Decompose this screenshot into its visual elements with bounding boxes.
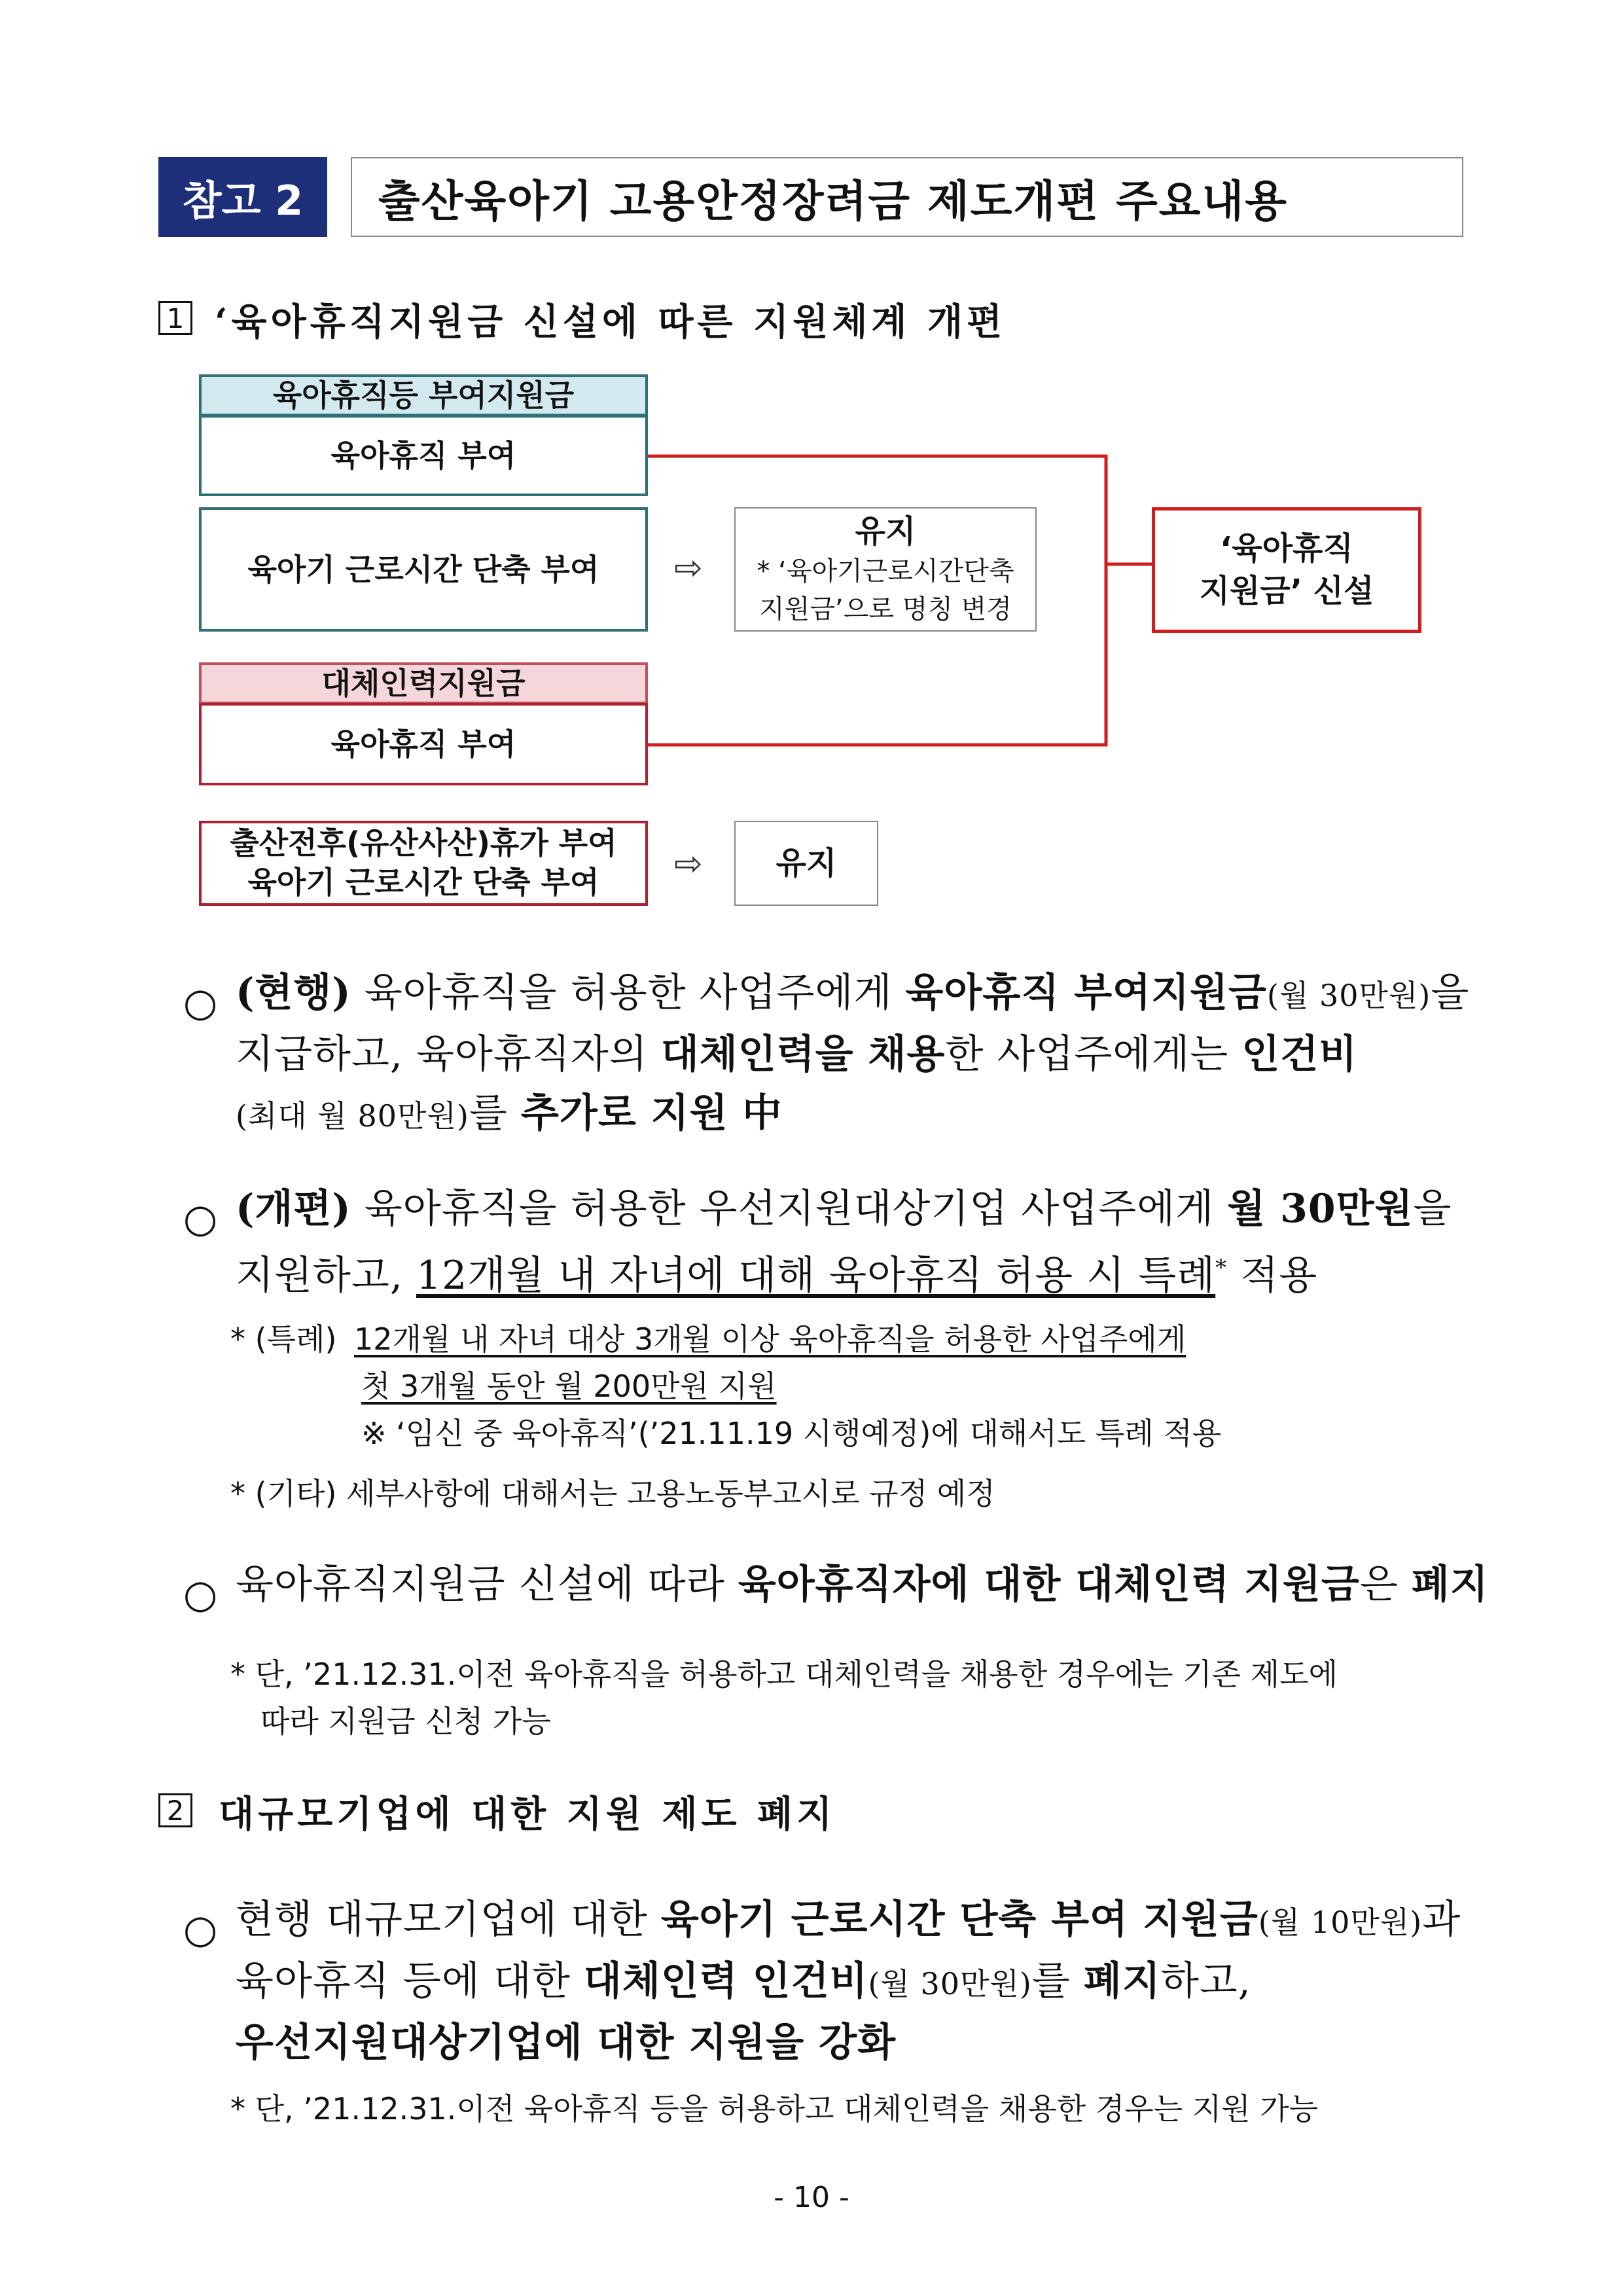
emphasis: 육아휴직 부여지원금: [905, 970, 1268, 1016]
note-label: * (특례): [230, 1321, 337, 1357]
text: 현행 대규모기업에 대한: [236, 1897, 661, 1943]
text: 육아휴직을 허용한 우선지원대상기업 사업주에게: [351, 1186, 1228, 1232]
reference-badge: 참고 2: [158, 157, 327, 237]
amount: (최대 월 80만원): [236, 1098, 469, 1134]
group1-item-reduced-hours: 육아기 근로시간 단축 부여: [199, 507, 648, 632]
footnote-mark: *: [1215, 1255, 1228, 1281]
keep-title-1: 유지: [855, 512, 916, 550]
special-case-note-line3: ※ ‘임신 중 육아휴직’(’21.11.19 시행예정)에 대해서도 특례 적용: [361, 1416, 1222, 1451]
amount: (월 30만원): [1267, 978, 1431, 1013]
group1-header: 육아휴직등 부여지원금: [199, 374, 648, 416]
note-text: 첫 3개월 동안 월 200만원 지원: [361, 1369, 777, 1404]
text: 을: [1431, 970, 1470, 1016]
emphasis: 인건비: [1241, 1031, 1358, 1077]
text: 과: [1422, 1897, 1461, 1943]
text: 한 사업주에게는: [945, 1031, 1242, 1077]
note-text: * 단, ’21.12.31.이전 육아휴직을 허용하고 대체인력을 채용한 경우에는 기존 제도에: [230, 1657, 1338, 1692]
note-text: 12개월 내 자녀 대상 3개월 이상 육아휴직을 허용한 사업주에게: [354, 1321, 1186, 1357]
emphasis: 추가로 지원 中: [520, 1090, 783, 1136]
group3-line1: 출산전후(유산사산)휴가 부여: [230, 825, 617, 861]
text: 하고,: [1160, 1958, 1251, 2004]
support-system-diagram: [0, 0, 1623, 916]
arrow-icon: ⇨: [674, 844, 703, 884]
text: 를: [1031, 1958, 1084, 2004]
label-current: (현행): [236, 970, 351, 1016]
other-note: * (기타) 세부사항에 대해서는 고용노동부고시로 규정 예정: [230, 1476, 995, 1511]
emphasis: 월 30만원: [1227, 1186, 1414, 1232]
group2-header: 대체인력지원금: [199, 662, 648, 704]
amount: (월 10만원): [1258, 1905, 1423, 1940]
large-enterprise-note: * 단, ’21.12.31.이전 육아휴직 등을 허용하고 대체인력을 채용한 경우는 지원 가능: [230, 2091, 1319, 2126]
text: 를: [469, 1090, 521, 1136]
note-text: 따라 지원금 신청 가능: [260, 1704, 551, 1739]
group3-box: [199, 821, 648, 906]
special-case-note: [230, 1316, 1186, 1363]
emphasis: 육아휴직자에 대한 대체인력 지원금: [738, 1562, 1360, 1607]
page-number: - 10 -: [774, 2181, 849, 2214]
rename-note-line2: 지원금’으로 명칭 변경: [759, 594, 1012, 625]
bullet-icon: ○: [183, 1571, 218, 1617]
text: 육아휴직지원금 신설에 따라: [236, 1562, 738, 1607]
underlined-text: 12개월 내 자녀에 대해 육아휴직 허용 시 특례: [416, 1253, 1216, 1299]
special-case-note-line2: [361, 1363, 777, 1410]
text: 은: [1359, 1562, 1412, 1607]
bullet-icon: ○: [183, 1196, 218, 1242]
amount: (월 30만원): [868, 1966, 1032, 2001]
bullet-icon: ○: [183, 980, 218, 1026]
emphasis: 대체인력을 채용: [660, 1031, 946, 1077]
text: 지원하고,: [236, 1253, 416, 1299]
emphasis: 대체인력 인건비: [583, 1958, 868, 2004]
text: 을: [1413, 1186, 1452, 1232]
bullet-current-system: [236, 963, 1479, 1145]
section-number-2: 2: [158, 1793, 192, 1827]
bullet-abolish-replacement: [236, 1555, 1489, 1614]
new-subsidy-line2: 지원금’ 신설: [1199, 573, 1374, 609]
keep-box-2: 유지: [734, 821, 878, 906]
section-title-1: ‘육아휴직지원금 신설에 따른 지원체계 개편: [215, 300, 1007, 344]
emphasis: 육아기 근로시간 단축 부여 지원금: [660, 1897, 1258, 1943]
text: 육아휴직 등에 대한: [236, 1958, 584, 2004]
bullet-large-enterprise: [236, 1890, 1479, 2072]
new-subsidy-box: [1152, 507, 1421, 633]
new-subsidy-line1: ‘육아휴직: [1220, 530, 1353, 567]
text: 적용: [1227, 1253, 1318, 1299]
emphasis: 폐지: [1083, 1958, 1161, 2004]
arrow-icon: ⇨: [674, 548, 703, 588]
label-reform: (개편): [236, 1186, 351, 1232]
section-title-2: 대규모기업에 대한 지원 제도 폐지: [219, 1793, 836, 1836]
bullet-reform: [236, 1179, 1479, 1305]
bullet-icon: ○: [183, 1907, 218, 1952]
text: 육아휴직을 허용한 사업주에게: [351, 970, 906, 1016]
keep-box-1: [734, 507, 1037, 632]
transition-note: [230, 1651, 1474, 1745]
emphasis: 우선지원대상기업에 대한 지원을 강화: [236, 2020, 897, 2066]
section-number-1: 1: [158, 301, 192, 335]
rename-note-line1: * ‘육아기근로시간단축: [757, 556, 1014, 587]
text: 지급하고, 육아휴직자의: [236, 1031, 661, 1077]
group3-line2: 육아기 근로시간 단축 부여: [247, 865, 599, 900]
group2-item-childcare-leave: 육아휴직 부여: [199, 703, 648, 785]
group1-item-childcare-leave: 육아휴직 부여: [199, 415, 648, 496]
page-title: 출산육아기 고용안정장려금 제도개편 주요내용: [351, 157, 1463, 237]
emphasis: 폐지: [1411, 1562, 1489, 1607]
